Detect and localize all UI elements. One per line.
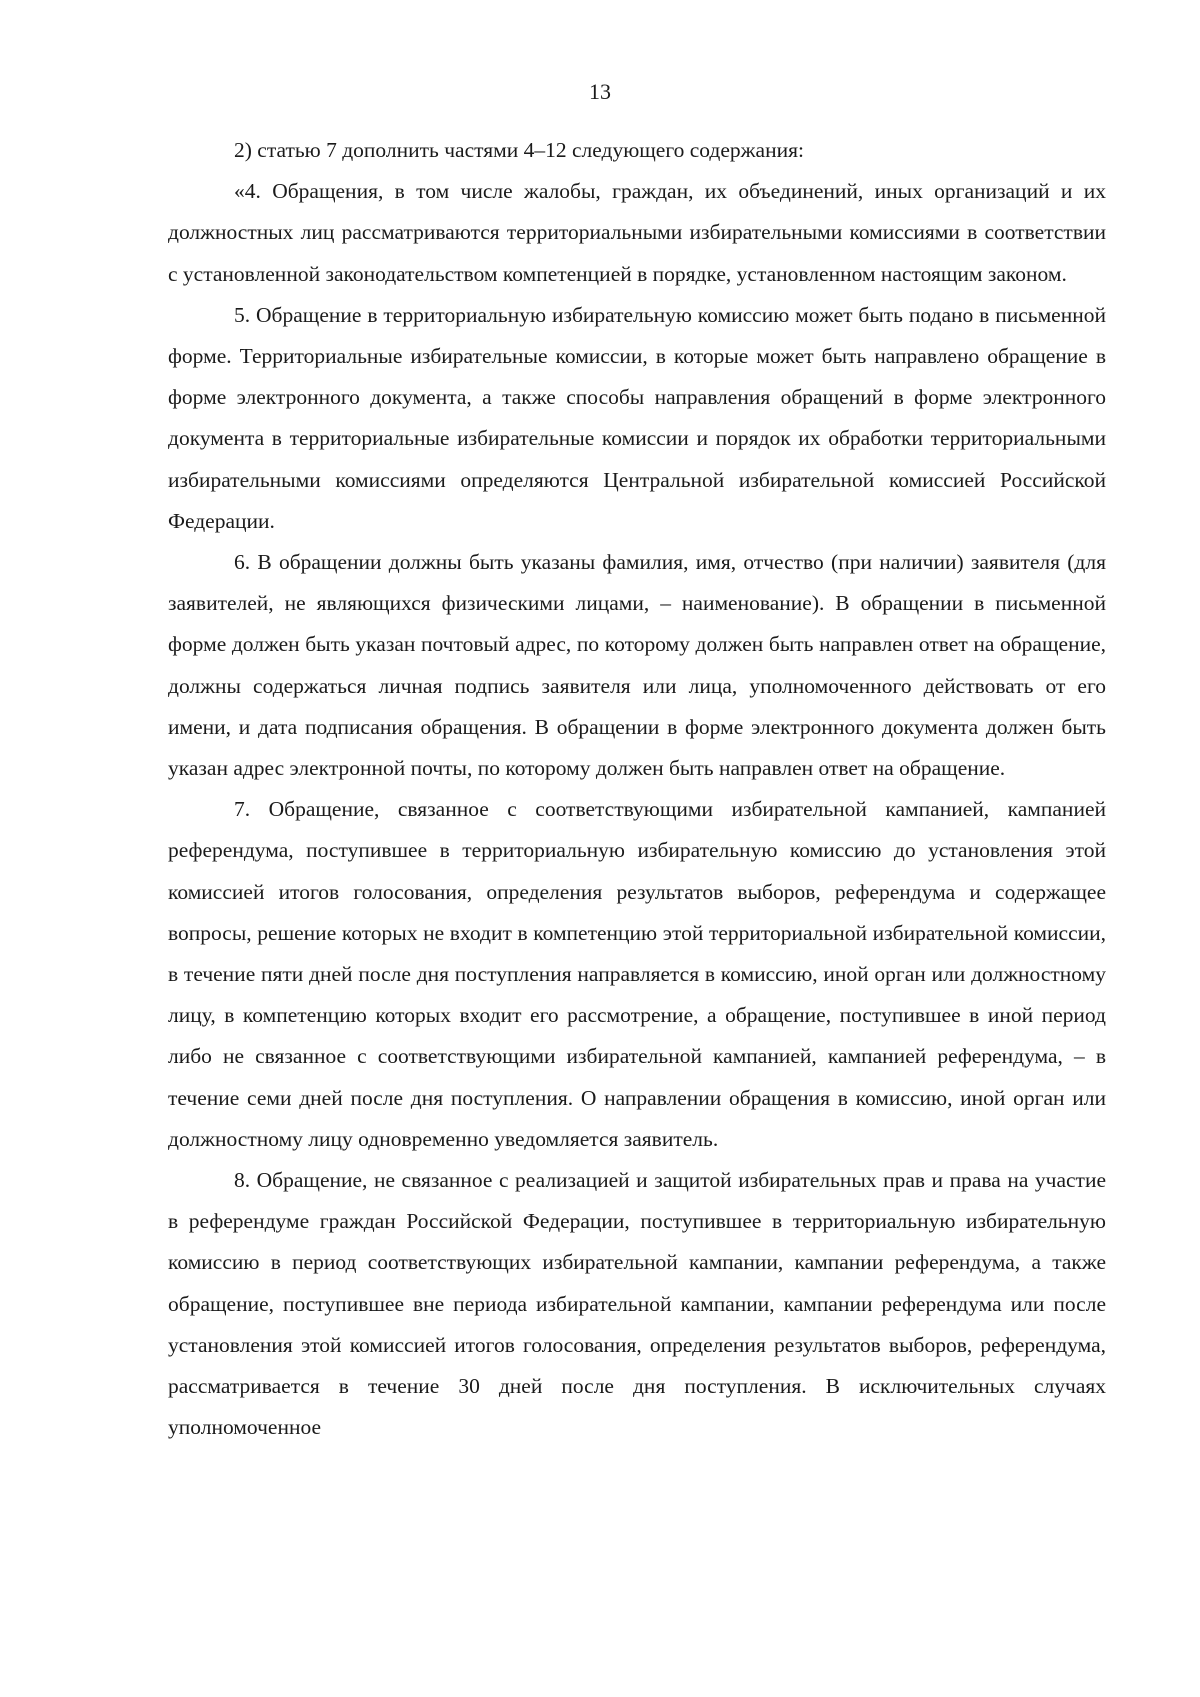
document-body <box>168 130 1106 1449</box>
paragraph-part-8: 8. Обращение, не связанное с реализацией и защитой избирательных прав и права на участие в референдуме граждан Российской Федерации, поступившее в территориальную избирательную комиссию в период соответствующих избирательной кампании, кампании референдума, а также обращение, поступившее вне периода избирательной кампании, кампании референдума или после установления этой комиссией итогов голосования, определения результатов выборов, референдума, рассматривается в течение 30 дней после дня поступления. В исключительных случаях уполномоченное <box>168 1168 1106 1440</box>
paragraph-part-7: 7. Обращение, связанное с соответствующими избирательной кампанией, кампанией референдума, поступившее в территориальную избирательную комиссию до установления этой комиссией итогов голосования, определения результатов выборов, референдума и содержащее вопросы, решение которых не входит в компетенцию этой территориальной избирательной комиссии, в течение пяти дней после дня поступления направляется в комиссию, иной орган или должностному лицу, в компетенцию которых входит его рассмотрение, а обращение, поступившее в иной период либо не связанное с соответствующими избирательной кампанией, кампанией референдума, – в течение семи дней после дня поступления. О направлении обращения в комиссию, иной орган или должностному лицу одновременно уведомляется заявитель. <box>168 797 1106 1151</box>
paragraph-part-4: «4. Обращения, в том числе жалобы, граждан, их объединений, иных организаций и их должностных лиц рассматриваются территориальными избирательными комиссиями в соответствии с установленной законодательством компетенцией в порядке, установленном настоящим законом. <box>168 179 1106 286</box>
paragraph-part-6: 6. В обращении должны быть указаны фамилия, имя, отчество (при наличии) заявителя (для заявителей, не являющихся физическими лицами, – наименование). В обращении в письменной форме должен быть указан почтовый адрес, по которому должен быть направлен ответ на обращение, должны содержаться личная подпись заявителя или лица, уполномоченного действовать от его имени, и дата подписания обращения. В обращении в форме электронного документа должен быть указан адрес электронной почты, по которому должен быть направлен ответ на обращение. <box>168 550 1106 781</box>
page-number: 13 <box>589 79 611 104</box>
paragraph-part-5: 5. Обращение в территориальную избирательную комиссию может быть подано в письменной форме. Территориальные избирательные комиссии, в которые может быть направлено обращение в форме электронного документа, а также способы направления обращений в форме электронного документа в территориальные избирательные комиссии и порядок их обработки территориальными избирательными комиссиями определяются Центральной избирательной комиссией Российской Федерации. <box>168 302 1106 533</box>
paragraph-intro: 2) статью 7 дополнить частями 4–12 следующего содержания: <box>234 138 804 162</box>
